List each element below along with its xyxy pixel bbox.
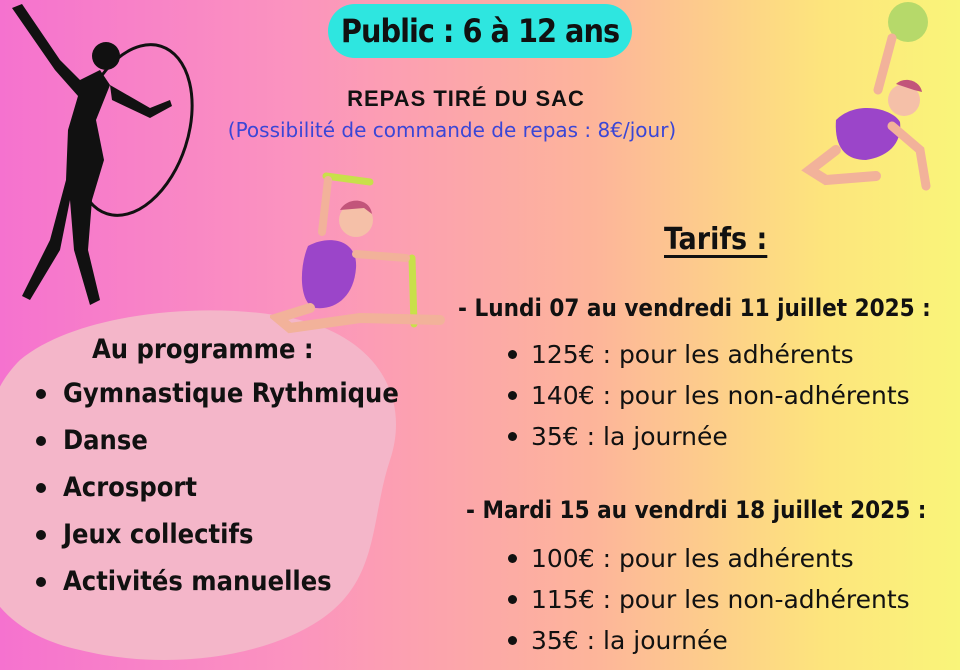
gymnast-silhouette-icon (0, 0, 200, 310)
programme-item: Danse (36, 417, 399, 464)
tarifs-title: Tarifs : (664, 222, 768, 257)
price-item: 35€ : la journée (508, 416, 910, 457)
meal-note: (Possibilité de commande de repas : 8€/jour) (227, 118, 677, 142)
meal-title: REPAS TIRÉ DU SAC (347, 86, 585, 111)
bullet-icon (508, 391, 517, 400)
bullet-icon (36, 530, 46, 540)
programme-item: Gymnastique Rythmique (36, 370, 399, 417)
programme-item: Activités manuelles (36, 558, 399, 605)
public-age-badge (328, 4, 632, 58)
bullet-icon (36, 483, 46, 493)
programme-list (36, 370, 399, 605)
bullet-icon (508, 595, 517, 604)
bullet-icon (36, 436, 46, 446)
price-item: 125€ : pour les adhérents (508, 334, 910, 375)
price-item: 115€ : pour les non-adhérents (508, 579, 910, 620)
bullet-icon (36, 577, 46, 587)
period-label: - Mardi 15 au vendrdi 18 juillet 2025 : (466, 496, 927, 524)
price-list (508, 334, 910, 457)
bullet-icon (508, 554, 517, 563)
programme-item: Acrosport (36, 464, 399, 511)
price-item: 140€ : pour les non-adhérents (508, 375, 910, 416)
bullet-icon (508, 636, 517, 645)
bullet-icon (508, 350, 517, 359)
gymnast-clubs-icon (270, 168, 450, 338)
price-item: 35€ : la journée (508, 620, 910, 661)
programme-item: Jeux collectifs (36, 511, 399, 558)
price-item: 100€ : pour les adhérents (508, 538, 910, 579)
price-list (508, 538, 910, 661)
period-label: - Lundi 07 au vendredi 11 juillet 2025 : (458, 294, 931, 322)
bullet-icon (508, 432, 517, 441)
public-age-label: Public : 6 à 12 ans (340, 12, 620, 50)
programme-title: Au programme : (92, 334, 314, 365)
bullet-icon (36, 389, 46, 399)
